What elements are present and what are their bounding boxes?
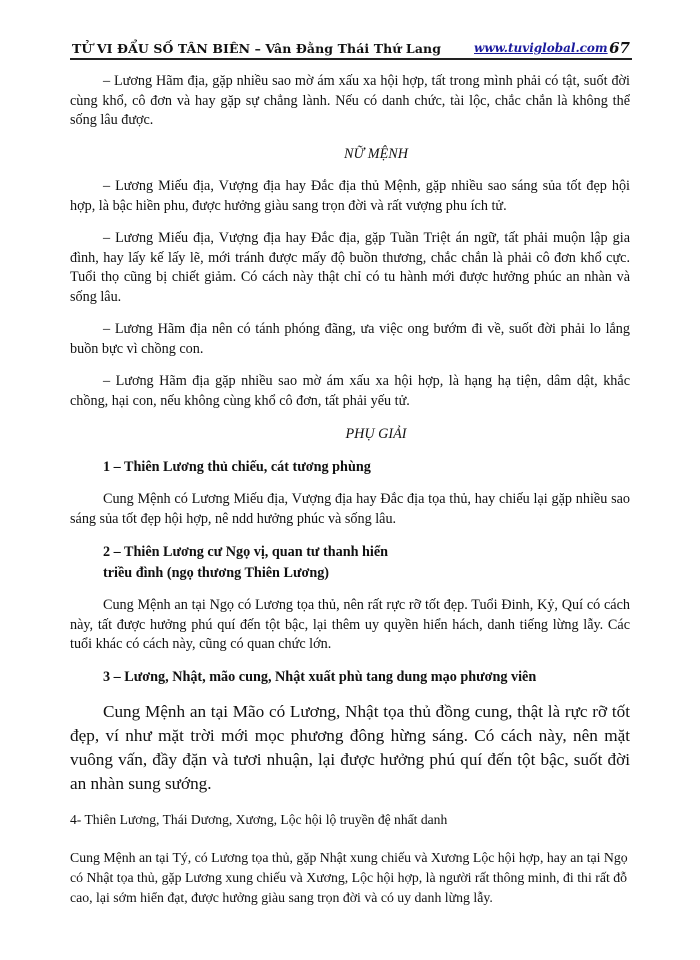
page-header — [70, 38, 632, 60]
page-number: 67 — [609, 39, 630, 57]
page-body — [70, 72, 630, 921]
paragraph: Cung Mệnh an tại Mão có Lương, Nhật tọa thủ đồng cung, thật là rực rỡ tốt đẹp, ví như mặt trời mới mọc phương đông hừng sáng. Có cách này, nên mặt vuông vấn, đầy đặn và tươi nhuận, lại được hưởng phú quí đến tột bậc, suốt đời an nhàn sung sướng. — [70, 702, 630, 793]
section-heading-nu-menh: NỮ MỆNH — [344, 145, 408, 162]
subheading-2-line-2: triều đình (ngọ thương Thiên Lương) — [103, 565, 330, 581]
website-link[interactable]: www.tuviglobal.com — [474, 41, 608, 55]
paragraph: – Lương Hãm địa gặp nhiều sao mờ ám xấu xa hội hợp, là hạng hạ tiện, dâm dật, khắc chồng, hại con, nếu không cùng khổ cô đơn, tất phải yếu tử. — [70, 373, 630, 409]
paragraph: – Lương Hãm địa nên có tánh phóng đãng, ưa việc ong bướm đi về, suốt đời phải lo lắng buồn bực vì chồng con. — [70, 321, 630, 357]
paragraph: Cung Mệnh có Lương Miếu địa, Vượng địa hay Đắc địa tọa thủ, hay chiếu lại gặp nhiều sao sáng sủa tốt đẹp hội hợp, nê ndd hưởng phúc và sống lâu. — [70, 491, 630, 527]
paragraph: Cung Mệnh an tại Ngọ có Lương tọa thủ, nên rất rực rỡ tốt đẹp. Tuổi Đinh, Kỷ, Quí có cách này, tất được hưởng phú quí đến tột bậc, lại thêm uy quyền hiển hách, danh tiếng lừng lẫy. Các tuổi khác có cách này, cũng có quan chức lớn. — [70, 597, 630, 652]
subheading-2 — [70, 542, 630, 584]
subheading-2-line-1: 2 – Thiên Lương cư Ngọ vị, quan tư thanh hiển — [103, 544, 389, 560]
paragraph: – Lương Hãm địa, gặp nhiều sao mờ ám xấu xa hội hợp, tất trong mình phải có tật, suốt đời cùng khổ, cô đơn và hay gặp sự chẳng lành. Nếu có danh chức, tài lộc, chắc chắn là không thể sống lâu được. — [70, 73, 630, 128]
paragraph: – Lương Miếu địa, Vượng địa hay Đắc địa, gặp Tuần Triệt án ngữ, tất phải muộn lập gia đình, hay lấy kế lấy lẽ, mới tránh được mấy độ buồn thương, chắc chắn là phải cô đơn khổ cực. Tuổi thọ cũng bị chiết giảm. Có cách này thật chỉ có tu hành mới được hưởng phúc an nhàn và sống lâu. — [70, 230, 630, 305]
book-title: TỬ VI ĐẨU SỐ TÂN BIÊN – Vân Đằng Thái Thứ Lang — [72, 41, 442, 56]
paragraph: – Lương Miếu địa, Vượng địa hay Đắc địa thủ Mệnh, gặp nhiều sao sáng sủa tốt đẹp hội hợp, là bậc hiền phu, được hưởng giàu sang trọn đời và rất vượng phu ích tử. — [70, 178, 630, 214]
paragraph: Cung Mệnh an tại Tý, có Lương tọa thủ, gặp Nhật xung chiếu và Xương Lộc hội hợp, hay an tại Ngọ có Nhật tọa thủ, gặp Lương xung chiếu và Xương, Lộc hội hợp, là người rất thông minh, đi thi rất đỗ cao, lại sớm hiển đạt, được hưởng giàu sang trọn đời và có uy danh lừng lẫy. — [70, 849, 628, 905]
section-heading-phu-giai: PHỤ GIẢI — [345, 426, 407, 442]
subheading-3: 3 – Lương, Nhật, mão cung, Nhật xuất phù tang dung mạo phương viên — [103, 668, 537, 685]
subheading-1: 1 – Thiên Lương thủ chiếu, cát tương phùng — [103, 458, 371, 475]
subheading-4: 4- Thiên Lương, Thái Dương, Xương, Lộc hội lộ truyền đệ nhất danh — [70, 812, 448, 827]
